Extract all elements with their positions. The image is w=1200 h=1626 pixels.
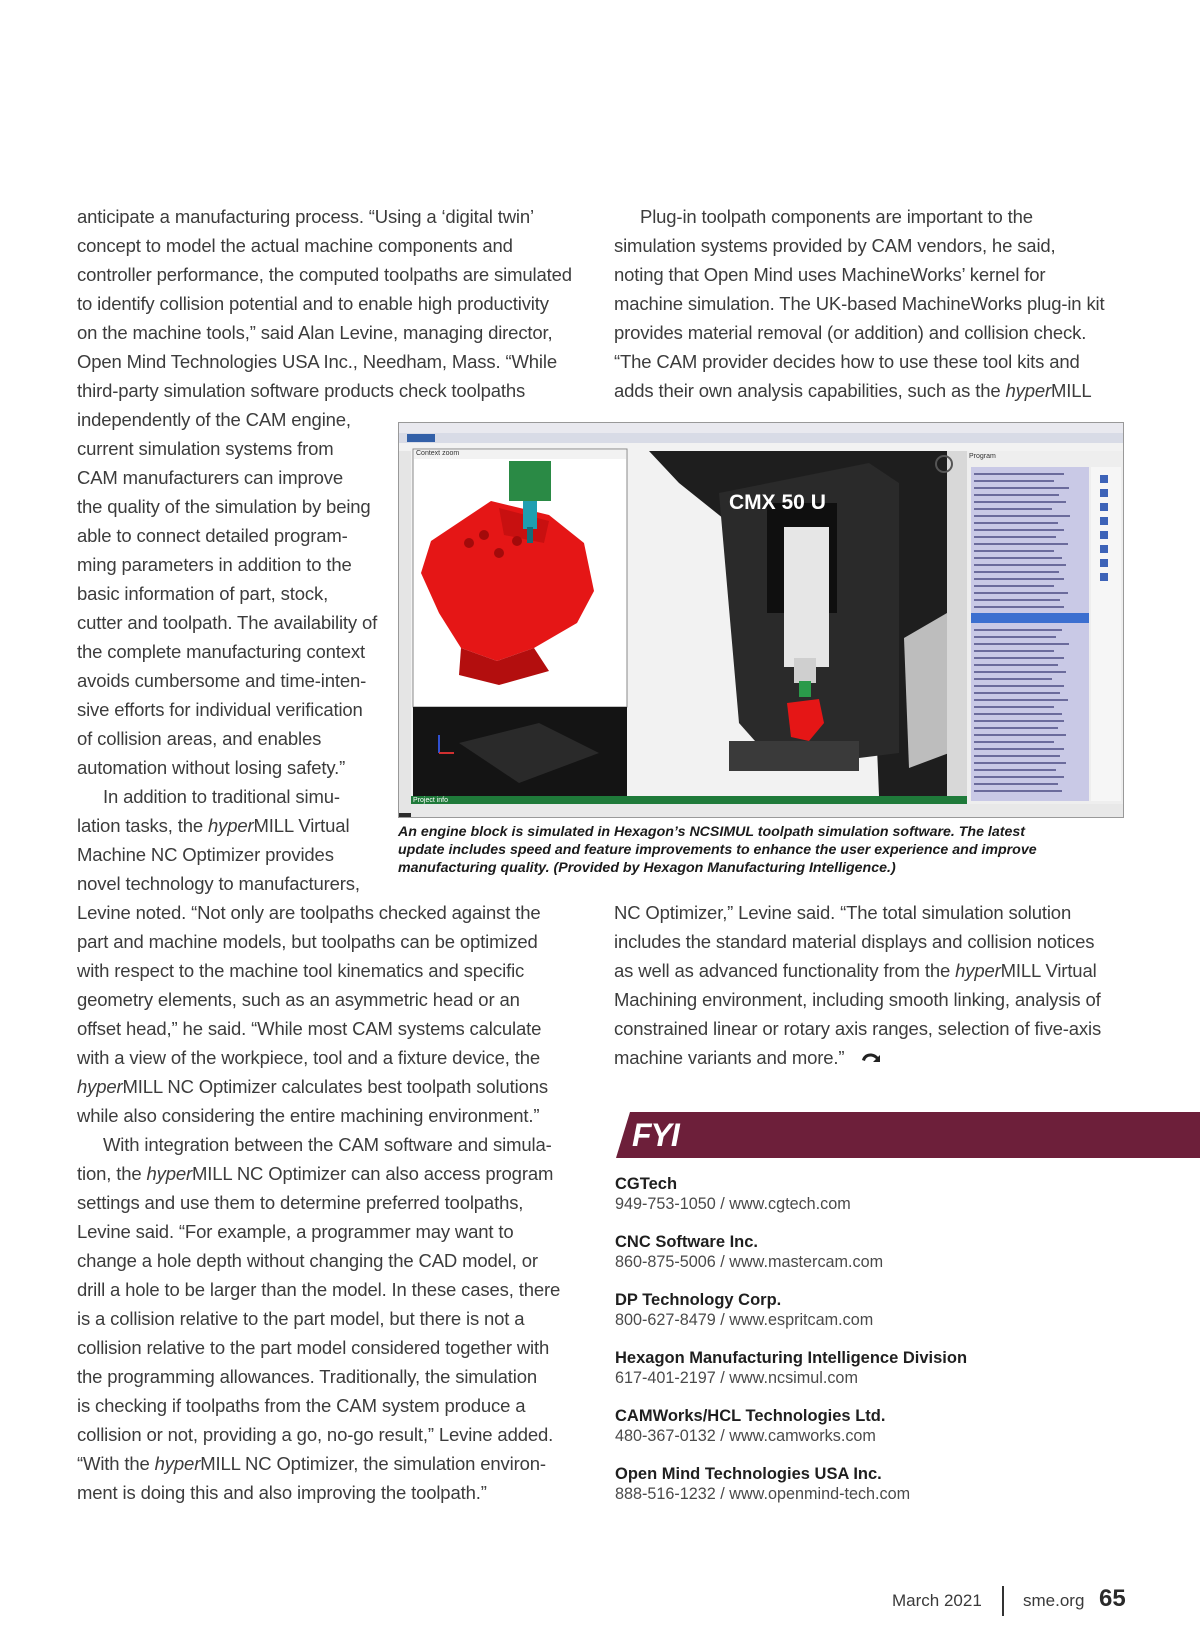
fyi-entry — [615, 1406, 1175, 1446]
company-contact: 888-516-1232 / www.openmind-tech.com — [615, 1485, 911, 1503]
text-line: geometry elements, such as an asymmetric head or an — [77, 989, 520, 1010]
text-line: collision relative to the part model considered together with — [77, 1337, 550, 1358]
context-zoom-title: Context zoom — [416, 450, 460, 457]
fyi-entry — [615, 1464, 1175, 1504]
text-line: Open Mind Technologies USA Inc., Needham, Mass. “While — [77, 351, 557, 372]
text-line: provides material removal (or addition) and collision check. — [614, 322, 1087, 343]
text-line: part and machine models, but toolpaths can be optimized — [77, 931, 538, 952]
text-line: Levine said. “For example, a programmer may want to — [77, 1221, 514, 1242]
figure-caption — [398, 823, 1138, 877]
site-url: sme.org — [1023, 1591, 1085, 1610]
text-line: third-party simulation software products check toolpaths — [77, 380, 526, 401]
text-line: ming parameters in addition to the — [77, 554, 352, 575]
text-line: drill a hole to be larger than the model. In these cases, there — [77, 1279, 561, 1300]
text-line: novel technology to manufacturers, — [77, 873, 360, 894]
text-line: as well as advanced functionality from the hyperMILL Virtual — [614, 960, 1097, 981]
issue-date: March 2021 — [892, 1591, 982, 1610]
text-line: Plug-in toolpath components are important to the — [640, 206, 1033, 227]
text-line: of collision areas, and enables — [77, 728, 322, 749]
text-line: settings and use them to determine preferred toolpaths, — [77, 1192, 524, 1213]
text-line: independently of the CAM engine, — [77, 409, 351, 430]
text-line: Levine noted. “Not only are toolpaths checked against the — [77, 902, 541, 923]
company-contact: 860-875-5006 / www.mastercam.com — [615, 1253, 884, 1271]
simulation-screenshot — [398, 422, 1124, 818]
company-name: CGTech — [615, 1175, 678, 1193]
text-line: is a collision relative to the part model, but there is not a — [77, 1308, 525, 1329]
company-name: Open Mind Technologies USA Inc. — [615, 1465, 882, 1483]
text-line: NC Optimizer,” Levine said. “The total simulation solution — [614, 902, 1072, 923]
text-line: current simulation systems from — [77, 438, 334, 459]
text-line: is checking if toolpaths from the CAM system produce a — [77, 1395, 526, 1416]
text-line: ment is doing this and also improving the toolpath.” — [77, 1482, 487, 1503]
text-line: anticipate a manufacturing process. “Using a ‘digital twin’ — [77, 206, 534, 227]
text-line: avoids cumbersome and time-inten- — [77, 670, 367, 691]
left-col-lower — [77, 898, 560, 1507]
text-line: simulation systems provided by CAM vendors, he said, — [614, 235, 1056, 256]
text-line: controller performance, the computed toolpaths are simulated — [77, 264, 572, 285]
right-col-lower — [614, 898, 1101, 1072]
fyi-banner — [616, 1112, 1200, 1158]
text-line: cutter and toolpath. The availability of — [77, 612, 378, 633]
left-col-top — [77, 202, 572, 405]
company-name: CNC Software Inc. — [615, 1233, 759, 1251]
text-line: to identify collision potential and to enable high productivity — [77, 293, 549, 314]
text-line: Machine NC Optimizer provides — [77, 844, 334, 865]
text-line: With integration between the CAM software and simula- — [103, 1134, 552, 1155]
text-line: concept to model the actual machine components and — [77, 235, 513, 256]
text-line: collision or not, providing a go, no-go result,” Levine added. — [77, 1424, 554, 1445]
left-col-narrow — [77, 405, 377, 898]
company-contact: 949-753-1050 / www.cgtech.com — [615, 1195, 851, 1213]
text-line: CAM manufacturers can improve — [77, 467, 344, 488]
company-name: Hexagon Manufacturing Intelligence Division — [615, 1349, 968, 1367]
text-line: the programming allowances. Traditionally, the simulation — [77, 1366, 538, 1387]
fyi-entry — [615, 1174, 1175, 1214]
caption-line: manufacturing quality. (Provided by Hexagon Manufacturing Intelligence.) — [398, 860, 896, 876]
fyi-entry — [615, 1290, 1175, 1330]
text-line: includes the standard material displays and collision notices — [614, 931, 1095, 952]
text-line: adds their own analysis capabilities, such as the hyperMILL — [614, 380, 1092, 401]
footer-divider — [1002, 1586, 1004, 1616]
right-col-top — [614, 202, 1105, 405]
text-line: tion, the hyperMILL NC Optimizer can also access program — [77, 1163, 554, 1184]
text-line: noting that Open Mind uses MachineWorks’ kernel for — [614, 264, 1046, 285]
company-contact: 800-627-8479 / www.espritcam.com — [615, 1311, 874, 1329]
company-name: CAMWorks/HCL Technologies Ltd. — [615, 1407, 886, 1425]
fyi-entry — [615, 1232, 1175, 1272]
text-line: change a hole depth without changing the CAD model, or — [77, 1250, 538, 1271]
text-line: automation without losing safety.” — [77, 757, 346, 778]
text-line: basic information of part, stock, — [77, 583, 329, 604]
text-line: the quality of the simulation by being — [77, 496, 371, 517]
machine-label: CMX 50 U — [729, 491, 826, 514]
text-line: with respect to the machine tool kinematics and specific — [77, 960, 525, 981]
text-line: machine variants and more.” — [614, 1047, 845, 1068]
text-line: lation tasks, the hyperMILL Virtual — [77, 815, 350, 836]
company-name: DP Technology Corp. — [615, 1291, 782, 1309]
text-line: In addition to traditional simu- — [103, 786, 340, 807]
company-contact: 480-367-0132 / www.camworks.com — [615, 1427, 876, 1445]
end-mark-icon — [860, 1050, 882, 1066]
text-line: constrained linear or rotary axis ranges, selection of five-axis — [614, 1018, 1102, 1039]
caption-line: An engine block is simulated in Hexagon’s NCSIMUL toolpath simulation software. The latest — [398, 824, 1025, 840]
caption-line: update includes speed and feature improvements to enhance the user experience and improve — [398, 842, 1037, 858]
text-line: on the machine tools,” said Alan Levine, managing director, — [77, 322, 553, 343]
company-contact: 617-401-2197 / www.ncsimul.com — [615, 1369, 858, 1387]
text-line: “The CAM provider decides how to use these tool kits and — [614, 351, 1080, 372]
text-line: with a view of the workpiece, tool and a fixture device, the — [77, 1047, 541, 1068]
program-panel-title: Program — [969, 453, 996, 460]
text-line: sive efforts for individual verification — [77, 699, 363, 720]
text-line: the complete manufacturing context — [77, 641, 365, 662]
project-info-label: Project info — [413, 797, 449, 804]
text-line: “With the hyperMILL NC Optimizer, the simulation environ- — [77, 1453, 546, 1474]
text-line: machine simulation. The UK-based MachineWorks plug-in kit — [614, 293, 1105, 314]
page-number: 65 — [1099, 1585, 1126, 1612]
text-line: hyperMILL NC Optimizer calculates best toolpath solutions — [77, 1076, 548, 1097]
text-line: Machining environment, including smooth linking, analysis of — [614, 989, 1101, 1010]
text-line: able to connect detailed program- — [77, 525, 348, 546]
fyi-entry — [615, 1348, 1175, 1388]
text-line: offset head,” he said. “While most CAM systems calculate — [77, 1018, 542, 1039]
ncsimul-illustration — [399, 423, 1123, 817]
text-line: while also considering the entire machining environment.” — [77, 1105, 540, 1126]
fyi-title: FYI — [632, 1117, 679, 1153]
